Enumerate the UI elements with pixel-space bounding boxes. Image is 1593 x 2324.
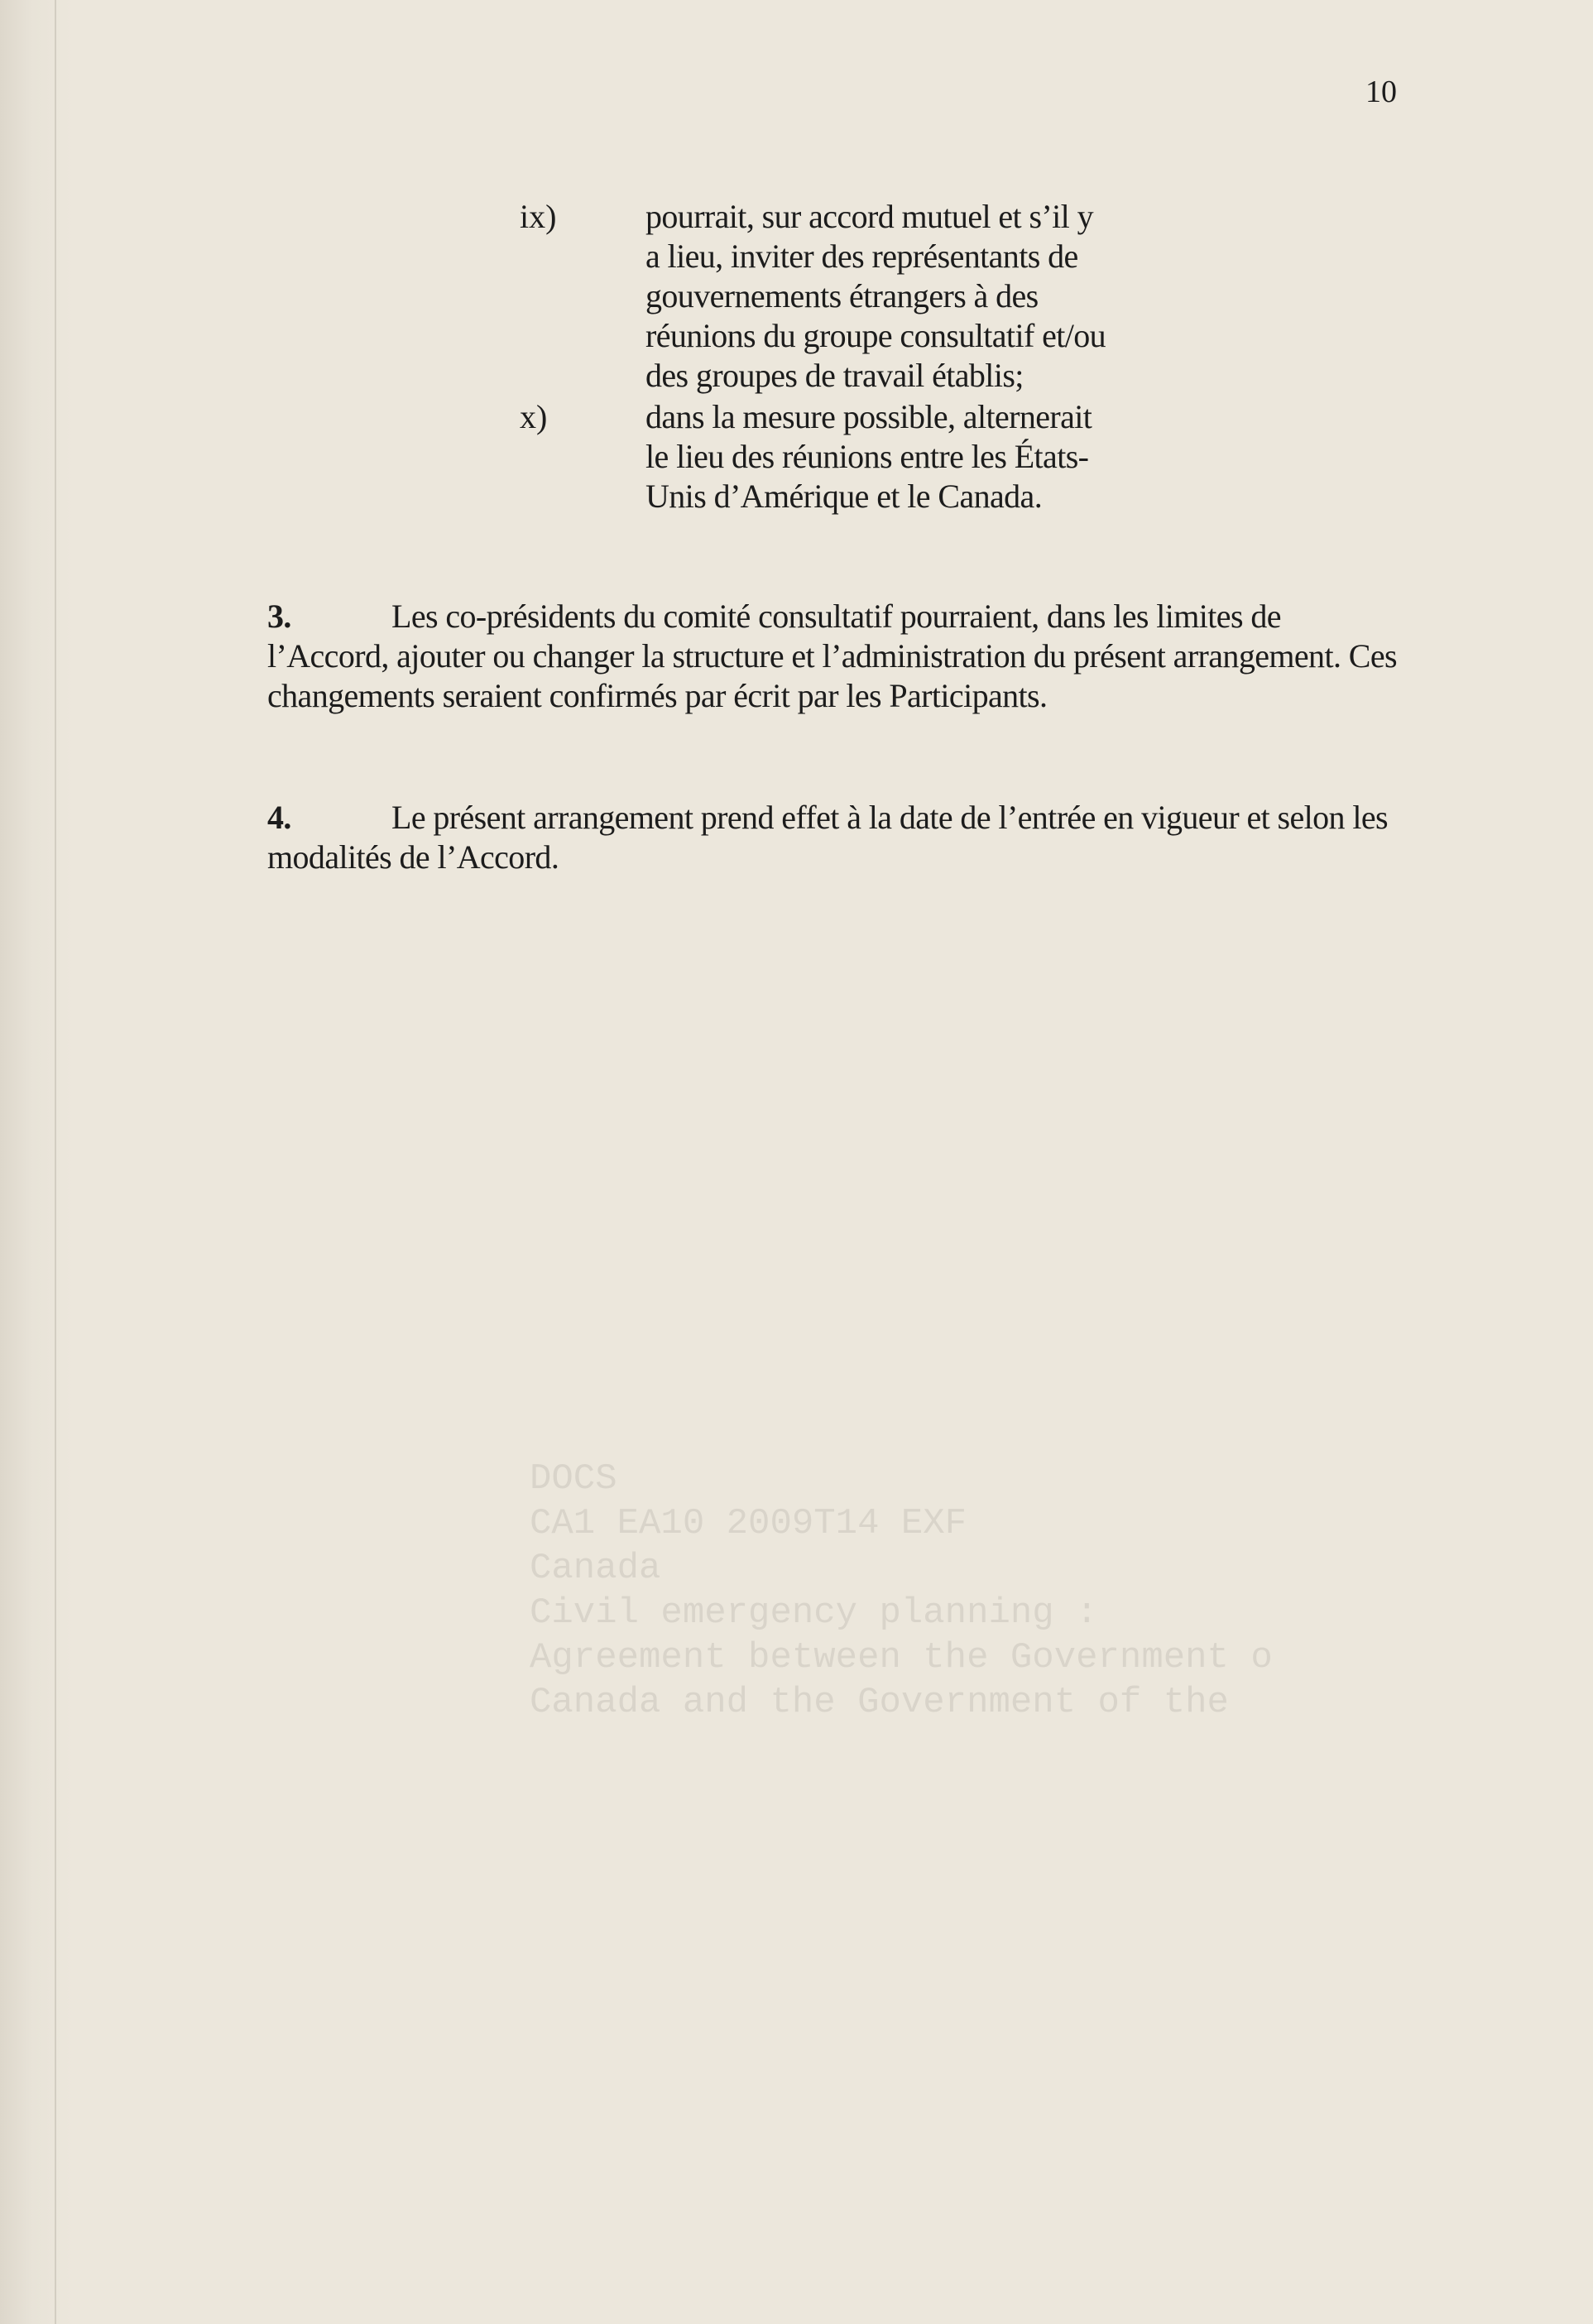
list-item-marker: ix)	[520, 198, 557, 235]
show-through-text	[530, 1457, 1274, 1730]
list-item-text: pourrait, sur accord mutuel et s’il y a lieu, inviter des représentants de gouvernements étrangers à des réunions du groupe consultatif et/ou des groupes de travail établis;	[645, 198, 1106, 394]
list-item-marker: x)	[520, 398, 548, 435]
show-through-line: Canada and the Government of the	[530, 1682, 1229, 1723]
binding-edge	[55, 0, 56, 2324]
show-through-line: Canada	[530, 1548, 661, 1589]
show-through-line: Civil emergency planning :	[530, 1592, 1098, 1634]
list-item-text: dans la mesure possible, alternerait le lieu des réunions entre les États-Unis d’Amérique et le Canada.	[645, 398, 1092, 515]
paragraph-number: 4.	[267, 799, 291, 836]
paragraph-3	[267, 597, 1409, 716]
show-through-line: Agreement between the Government o	[530, 1637, 1273, 1678]
show-through-line: DOCS	[530, 1458, 617, 1500]
paragraph-number: 3.	[267, 598, 291, 635]
paragraph-text: Le présent arrangement prend effet à la date de l’entrée en vigueur et selon les modalités de l’Accord.	[267, 799, 1388, 876]
show-through-line: CA1 EA10 2009T14 EXF	[530, 1503, 967, 1544]
paragraph-4	[267, 798, 1409, 877]
page-number: 10	[1365, 74, 1397, 109]
paragraph-text: Les co-présidents du comité consultatif pourraient, dans les limites de l’Accord, ajouter ou changer la structure et l’administration du présent arrangement. Ces changements seraient confirmés par écrit par les Participants.	[267, 598, 1397, 714]
